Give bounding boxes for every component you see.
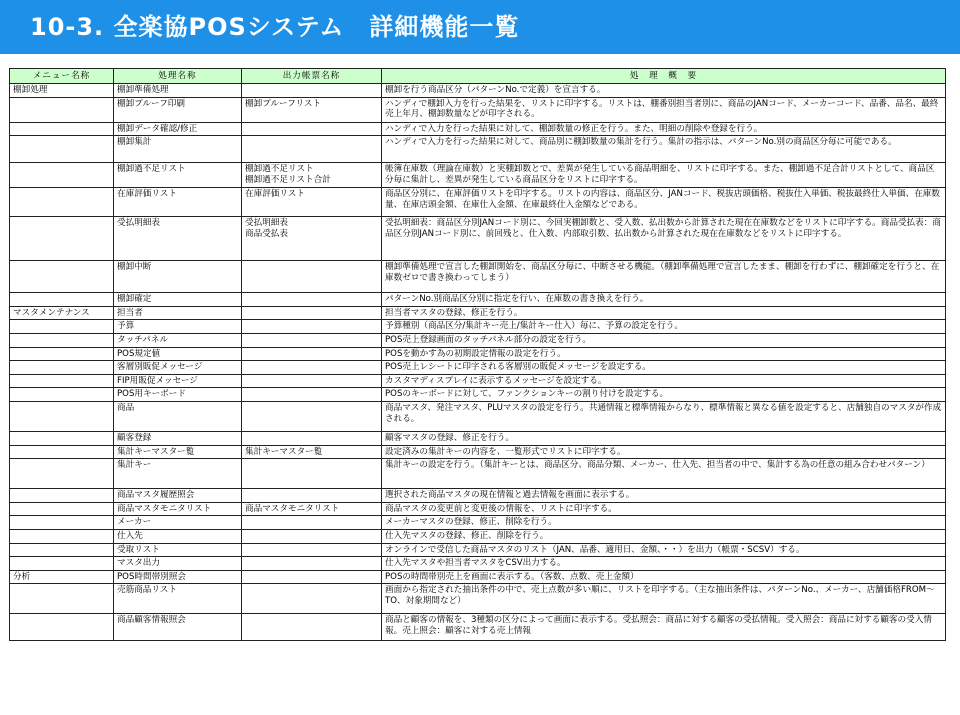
menu-name-cell-empty: [10, 445, 114, 459]
menu-name-cell-empty: [10, 431, 114, 445]
function-table-container: [9, 68, 945, 711]
menu-name-cell-empty: [10, 320, 114, 334]
process-name-cell: 商品マスタ履歴照会: [114, 489, 242, 503]
process-summary-cell: ハンディで入力を行った結果に対して、商品別に棚卸数量の集計を行う。集計の指示は、パターンNo.別の商品区分毎に可能である。: [382, 136, 946, 163]
report-name-cell: [242, 431, 382, 445]
report-name-cell: 受払明細表 商品受払表: [242, 217, 382, 261]
process-name-cell: メーカー: [114, 516, 242, 530]
table-header-row: [10, 69, 946, 84]
process-summary-cell: POSの時間帯別売上を画面に表示する。（客数、点数、売上金額）: [382, 570, 946, 584]
process-name-cell: 棚卸集計: [114, 136, 242, 163]
process-name-cell: 集計キー: [114, 459, 242, 489]
report-name-cell: [242, 361, 382, 375]
report-name-cell: 集計キーマスター覧: [242, 445, 382, 459]
process-summary-cell: 帳簿在庫数（理論在庫数）と実棚卸数とで、差異が発生している商品明細を、リストに印字する。また、棚卸過不足合計リストとして、商品区分毎に集計し、差異が発生している商品区分をリストに印字する。: [382, 163, 946, 188]
report-name-cell: [242, 374, 382, 388]
menu-name-cell-empty: [10, 136, 114, 163]
process-summary-cell: 仕入先マスタや担当者マスタをCSV出力する。: [382, 557, 946, 571]
report-name-cell: [242, 543, 382, 557]
process-summary-cell: 棚卸を行う商品区分（パターンNo.で定義）を宣言する。: [382, 84, 946, 98]
table-row: [10, 401, 946, 431]
report-name-cell: [242, 489, 382, 503]
table-row: [10, 431, 946, 445]
table-row: [10, 136, 946, 163]
report-name-cell: 在庫評価リスト: [242, 188, 382, 217]
process-name-cell: 棚卸プルーフ印刷: [114, 97, 242, 122]
process-summary-cell: 商品マスタの変更前と変更後の情報を、リストに印字する。: [382, 502, 946, 516]
process-name-cell: POS時間帯別照会: [114, 570, 242, 584]
table-row: [10, 333, 946, 347]
table-row: [10, 614, 946, 641]
menu-name-cell-empty: [10, 347, 114, 361]
table-row: [10, 188, 946, 217]
process-summary-cell: メーカーマスタの登録、修正、削除を行う。: [382, 516, 946, 530]
process-name-cell: POS規定値: [114, 347, 242, 361]
process-summary-cell: ハンディで入力を行った結果に対して、棚卸数量の修正を行う。また、明細の削除や登録を行う。: [382, 122, 946, 136]
process-summary-cell: 選択された商品マスタの現在情報と過去情報を画面に表示する。: [382, 489, 946, 503]
table-row: [10, 261, 946, 293]
report-name-cell: [242, 84, 382, 98]
menu-name-cell-empty: [10, 333, 114, 347]
table-row: [10, 459, 946, 489]
table-row: [10, 217, 946, 261]
menu-name-cell-empty: [10, 163, 114, 188]
report-name-cell: [242, 516, 382, 530]
report-name-cell: [242, 122, 382, 136]
process-summary-cell: 商品と顧客の情報を、3種類の区分によって画面に表示する。受払照会：商品に対する顧客の受払情報。受入照会：商品に対する顧客の受入情報。売上照会：顧客に対する売上情報: [382, 614, 946, 641]
table-row: [10, 84, 946, 98]
process-summary-cell: パターンNo.別商品区分別に指定を行い、在庫数の書き換えを行う。: [382, 293, 946, 307]
menu-name-cell: 棚卸処理: [10, 84, 114, 98]
menu-name-cell-empty: [10, 614, 114, 641]
report-name-cell: [242, 333, 382, 347]
process-name-cell: 担当者: [114, 306, 242, 320]
report-name-cell: [242, 388, 382, 402]
slide-title: 10-3. 全楽協POSシステム 詳細機能一覧: [0, 0, 960, 54]
process-name-cell: 集計キーマスター覧: [114, 445, 242, 459]
table-row: [10, 97, 946, 122]
report-name-cell: 商品マスタモニタリスト: [242, 502, 382, 516]
process-name-cell: 商品顧客情報照会: [114, 614, 242, 641]
table-row: [10, 529, 946, 543]
table-row: [10, 320, 946, 334]
process-name-cell: 予算: [114, 320, 242, 334]
table-row: [10, 489, 946, 503]
report-name-cell: [242, 529, 382, 543]
menu-name-cell-empty: [10, 516, 114, 530]
menu-name-cell-empty: [10, 122, 114, 136]
process-name-cell: 棚卸過不足リスト: [114, 163, 242, 188]
report-name-cell: [242, 584, 382, 614]
menu-name-cell-empty: [10, 489, 114, 503]
process-summary-cell: POS売上レシートに印字される客層別の販促メッセージを設定する。: [382, 361, 946, 375]
table-row: [10, 543, 946, 557]
process-name-cell: 棚卸確定: [114, 293, 242, 307]
table-row: [10, 502, 946, 516]
process-name-cell: 受払明細表: [114, 217, 242, 261]
menu-name-cell-empty: [10, 388, 114, 402]
process-name-cell: マスタ出力: [114, 557, 242, 571]
report-name-cell: 棚卸プルーフリスト: [242, 97, 382, 122]
process-name-cell: 商品: [114, 401, 242, 431]
table-row: [10, 374, 946, 388]
menu-name-cell: 分析: [10, 570, 114, 584]
menu-name-cell-empty: [10, 529, 114, 543]
header-process-summary: 処 理 概 要: [382, 69, 946, 84]
report-name-cell: [242, 320, 382, 334]
report-name-cell: [242, 306, 382, 320]
menu-name-cell-empty: [10, 361, 114, 375]
report-name-cell: [242, 136, 382, 163]
table-row: [10, 584, 946, 614]
menu-name-cell: マスタメンテナンス: [10, 306, 114, 320]
process-name-cell: POS用キーボード: [114, 388, 242, 402]
process-name-cell: 商品マスタモニタリスト: [114, 502, 242, 516]
process-summary-cell: 集計キーの設定を行う。（集計キーとは、商品区分、商品分類、メーカー、仕入先、担当者の中で、集計する為の任意の組み合わせパターン）: [382, 459, 946, 489]
process-summary-cell: 担当者マスタの登録、修正を行う。: [382, 306, 946, 320]
process-summary-cell: 受払明細表：商品区分別JANコード別に、今回実棚卸数と、受入数、払出数から計算された現在在庫数などをリストに印字する。商品受払表：商品区分別JANコード別に、前回残と、仕入数、内部取引数、払出数から計算された現在在庫数などをリストに印字する。: [382, 217, 946, 261]
table-row: [10, 306, 946, 320]
process-name-cell: 顧客登録: [114, 431, 242, 445]
header-menu-name: メニュー名称: [10, 69, 114, 84]
report-name-cell: [242, 557, 382, 571]
process-name-cell: 棚卸中断: [114, 261, 242, 293]
process-summary-cell: 予算種別（商品区分/集計キー売上/集計キー仕入）毎に、予算の設定を行う。: [382, 320, 946, 334]
report-name-cell: [242, 261, 382, 293]
report-name-cell: [242, 459, 382, 489]
process-summary-cell: POS売上登録画面のタッチパネル部分の設定を行う。: [382, 333, 946, 347]
process-name-cell: 受取リスト: [114, 543, 242, 557]
table-row: [10, 445, 946, 459]
table-row: [10, 163, 946, 188]
header-process-name: 処理名称: [114, 69, 242, 84]
table-row: [10, 557, 946, 571]
menu-name-cell-empty: [10, 543, 114, 557]
process-name-cell: タッチパネル: [114, 333, 242, 347]
table-row: [10, 570, 946, 584]
report-name-cell: 棚卸過不足リスト 棚卸過不足リスト合計: [242, 163, 382, 188]
header-report-name: 出力帳票名称: [242, 69, 382, 84]
table-row: [10, 388, 946, 402]
process-summary-cell: POSのキーボードに対して、ファンクションキーの割り付けを設定する。: [382, 388, 946, 402]
table-row: [10, 347, 946, 361]
process-summary-cell: 商品区分別に、在庫評価リストを印字する。リストの内容は、商品区分、JANコード、税抜店頭価格、税抜仕入単価、税抜最終仕入単価、在庫数量、在庫店頭金額、在庫仕入金額、在庫最終仕入金額などである。: [382, 188, 946, 217]
table-row: [10, 361, 946, 375]
process-name-cell: 棚卸データ確認/修正: [114, 122, 242, 136]
process-name-cell: 売筋商品リスト: [114, 584, 242, 614]
menu-name-cell-empty: [10, 97, 114, 122]
menu-name-cell-empty: [10, 293, 114, 307]
menu-name-cell-empty: [10, 459, 114, 489]
process-summary-cell: オンラインで受信した商品マスタのリスト（JAN、品番、適用日、金額、・・）を出力（帳票・SCSV）する。: [382, 543, 946, 557]
process-name-cell: 客層別販促メッセージ: [114, 361, 242, 375]
function-list-table: [9, 68, 946, 641]
table-row: [10, 122, 946, 136]
process-summary-cell: 仕入先マスタの登録、修正、削除を行う。: [382, 529, 946, 543]
report-name-cell: [242, 293, 382, 307]
menu-name-cell-empty: [10, 557, 114, 571]
process-summary-cell: POSを動かす為の初期設定情報の設定を行う。: [382, 347, 946, 361]
report-name-cell: [242, 401, 382, 431]
menu-name-cell-empty: [10, 502, 114, 516]
report-name-cell: [242, 570, 382, 584]
report-name-cell: [242, 347, 382, 361]
process-name-cell: 在庫評価リスト: [114, 188, 242, 217]
process-summary-cell: 画面から指定された抽出条件の中で、売上点数が多い順に、リストを印字する。（主な抽出条件は、パターンNo.、メーカー、店舗価格FROM〜TO、対象期間など）: [382, 584, 946, 614]
menu-name-cell-empty: [10, 188, 114, 217]
process-summary-cell: ハンディで棚卸入力を行った結果を、リストに印字する。リストは、棚番別担当者別に、商品のJANコード、メーカーコード、品番、品名、最終売上年月、棚卸数量などが印字される。: [382, 97, 946, 122]
process-summary-cell: 棚卸準備処理で宣言した棚卸開始を、商品区分毎に、中断させる機能。（棚卸準備処理で宣言したまま、棚卸を行わずに、棚卸確定を行うと、在庫数ゼロで書き換わってしまう）: [382, 261, 946, 293]
menu-name-cell-empty: [10, 584, 114, 614]
menu-name-cell-empty: [10, 401, 114, 431]
process-summary-cell: 設定済みの集計キーの内容を、一覧形式でリストに印字する。: [382, 445, 946, 459]
process-summary-cell: 商品マスタ、発注マスタ、PLUマスタの設定を行う。共通情報と標準情報からなり、標準情報と異なる値を設定すると、店舗独自のマスタが作成される。: [382, 401, 946, 431]
menu-name-cell-empty: [10, 217, 114, 261]
process-name-cell: 仕入先: [114, 529, 242, 543]
report-name-cell: [242, 614, 382, 641]
menu-name-cell-empty: [10, 261, 114, 293]
menu-name-cell-empty: [10, 374, 114, 388]
process-summary-cell: 顧客マスタの登録、修正を行う。: [382, 431, 946, 445]
process-name-cell: FIP用販促メッセージ: [114, 374, 242, 388]
table-row: [10, 516, 946, 530]
table-body: [10, 84, 946, 641]
table-row: [10, 293, 946, 307]
process-name-cell: 棚卸準備処理: [114, 84, 242, 98]
process-summary-cell: カスタマディスプレイに表示するメッセージを設定する。: [382, 374, 946, 388]
